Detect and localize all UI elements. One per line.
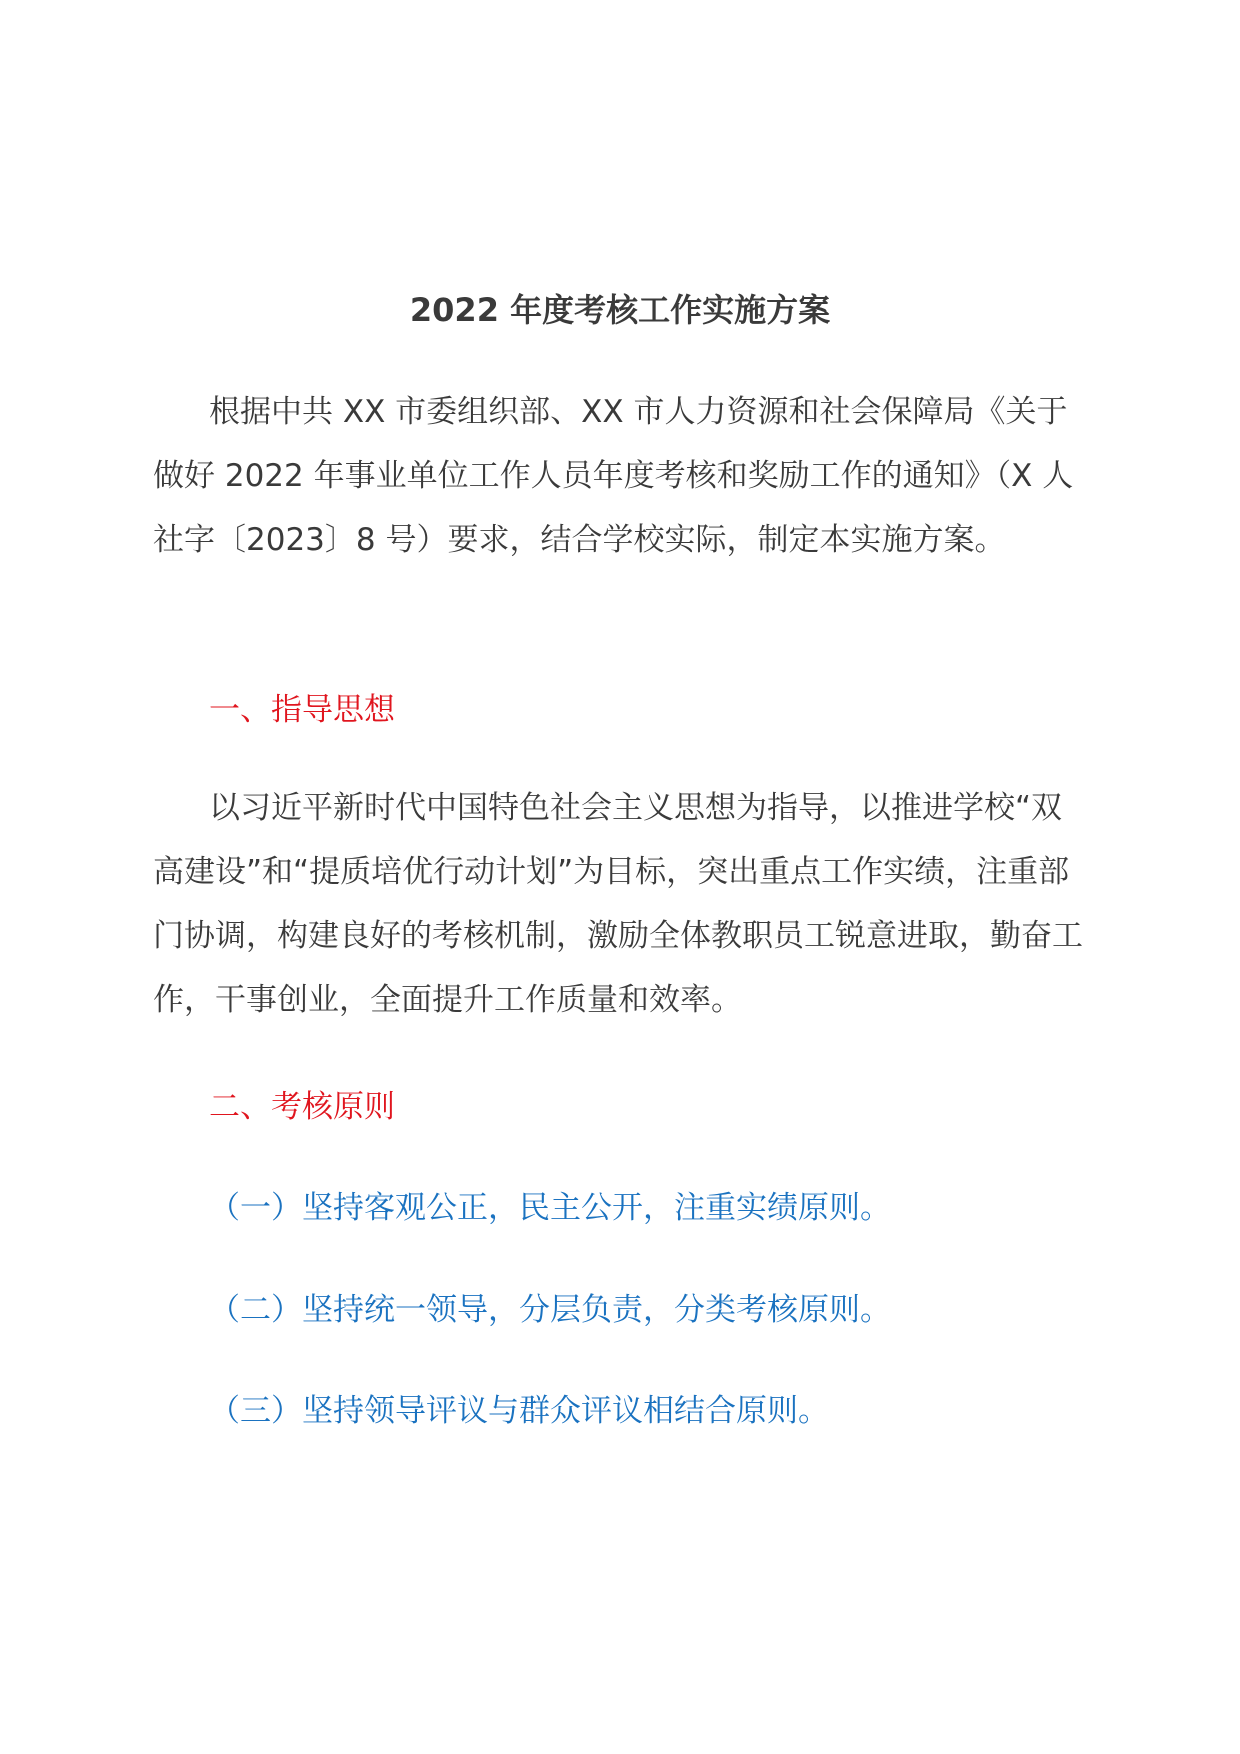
principle-item-1: （一）坚持客观公正，民主公开，注重实绩原则。 [209, 1190, 891, 1226]
section-heading-assessment-principles: 二、考核原则 [209, 1089, 395, 1125]
principle-item-2: （二）坚持统一领导，分层负责，分类考核原则。 [209, 1292, 891, 1328]
section-heading-guiding-ideology: 一、指导思想 [209, 692, 395, 728]
principle-item-3: （三）坚持领导评议与群众评议相结合原则。 [209, 1393, 829, 1429]
guiding-ideology-paragraph: 以习近平新时代中国特色社会主义思想为指导，以推进学校“双高建设”和“提质培优行动计划”为目标，突出重点工作实绩，注重部门协调，构建良好的考核机制，激励全体教职员工锐意进取，勤奋工作，干事创业，全面提升工作质量和效率。 [153, 790, 1083, 1018]
intro-paragraph: 根据中共 XX 市委组织部、XX 市人力资源和社会保障局《关于做好 2022 年事业单位工作人员年度考核和奖励工作的通知》（X 人社字〔2023〕8 号）要求，结合学校实际，制定本实施方案。 [153, 394, 1074, 558]
document-title: 2022 年度考核工作实施方案 [409, 291, 831, 329]
